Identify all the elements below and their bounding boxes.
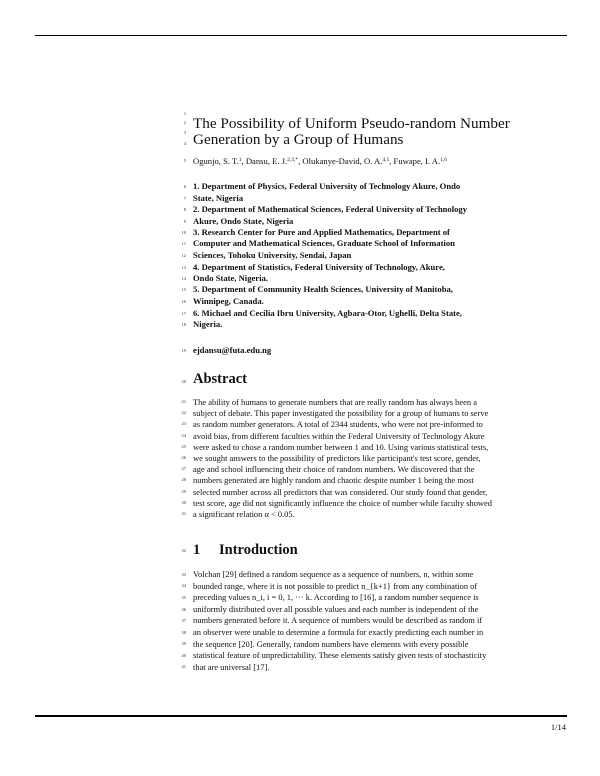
abstract-line: avoid bias, from different faculties within the Federal University of Technology Akure (193, 430, 485, 441)
affiliation-line: 5. Department of Community Health Sciences, University of Manitoba, (193, 284, 453, 294)
section-heading-introduction (193, 542, 298, 559)
line-number: 37 (181, 618, 186, 623)
intro-line: Volchan [29] defined a random sequence as a sequence of numbers, n, within some (193, 569, 474, 579)
author-name: Dansu, E. J. (245, 156, 288, 166)
line-number: 12 (181, 253, 186, 258)
author-affiliation-marker: 2,3,* (287, 157, 299, 163)
affiliation-line: State, Nigeria (193, 193, 244, 203)
line-number: 6 (183, 184, 186, 189)
line-number: 27 (181, 466, 186, 471)
line-number: 7 (183, 196, 186, 201)
line-number: 3 (183, 130, 186, 135)
line-number: 1 (183, 111, 186, 116)
abstract-line: selected number across all predictors that was considered. Our study found that gender, (193, 486, 488, 497)
intro-line: numbers generated before it. A sequence of numbers would be described as random if (193, 615, 483, 626)
intro-line: the sequence [20]. Generally, random numbers have elements with every possible (193, 638, 469, 649)
abstract-line: we sought answers to the possibility of predictors like participant's test score, gender, (193, 453, 481, 463)
author-affiliation-marker: 4,5 (382, 157, 390, 163)
abstract-heading: Abstract (193, 371, 247, 387)
line-number: 5 (183, 158, 186, 163)
affiliation-line: 4. Department of Statistics, Federal University of Technology, Akure, (193, 262, 445, 272)
corresponding-email[interactable]: ejdansu@futa.edu.ng (193, 345, 272, 355)
affiliation-line: Ondo State, Nigeria. (193, 273, 268, 283)
abstract-line: a significant relation α < 0.05. (193, 509, 295, 519)
author-list (193, 156, 447, 167)
affiliation-line: Sciences, Tohoku University, Sendai, Japan (193, 250, 352, 260)
line-number: 35 (181, 595, 186, 600)
intro-line: bounded range, where it is not possible to predict n_{k+1} from any combination of (193, 580, 478, 591)
line-number: 17 (181, 311, 186, 316)
line-number: 28 (181, 477, 186, 482)
abstract-line: test score, age did not significantly influence the choice of number while faculty showed (193, 497, 492, 508)
line-number: 24 (181, 433, 186, 438)
abstract-line: The ability of humans to generate numbers that are really random has always been a (193, 397, 477, 407)
intro-line: an observer were unable to determine a formula for exactly predicting each number in (193, 627, 484, 637)
line-number: 19 (181, 348, 186, 353)
line-number: 14 (181, 276, 186, 281)
header-rule (35, 35, 567, 36)
abstract-line: age and school influencing their choice of random numbers. We discovered that the (193, 464, 475, 475)
line-number: 41 (181, 664, 186, 669)
author-affiliation-marker: 1,6 (440, 157, 447, 163)
line-number: 9 (183, 219, 186, 224)
section-title: Introduction (219, 542, 298, 558)
author-name: Olukanye-David, O. A. (302, 156, 383, 166)
line-number: 39 (181, 641, 186, 646)
affiliation-line: 2. Department of Mathematical Sciences, Federal University of Technology (193, 204, 467, 214)
line-number: 22 (181, 410, 186, 415)
line-number: 2 (183, 120, 186, 125)
affiliation-line: Nigeria. (193, 319, 223, 329)
line-number: 32 (181, 548, 186, 553)
author-name: Ogunjo, S. T. (193, 156, 239, 166)
intro-line: statistical feature of unpredictability. These elements satisfy given tests of stochasticity (193, 650, 487, 661)
intro-line: preceding values n_i, i = 0, 1, ··· k. According to [16], a random number sequence is (193, 592, 479, 603)
line-number: 38 (181, 630, 186, 635)
author-separator: , (241, 156, 246, 166)
affiliation-line: 1. Department of Physics, Federal University of Technology Akure, Ondo (193, 181, 461, 191)
author-affiliation-marker: 1 (238, 157, 242, 163)
intro-line: uniformly distributed over all possible values and each number is independent of the (193, 603, 479, 614)
line-number: 15 (181, 287, 186, 292)
line-number: 34 (181, 583, 186, 588)
affiliation-line: 3. Research Center for Pure and Applied Mathematics, Department of (193, 227, 450, 237)
affiliation-line: Winnipeg, Canada. (193, 296, 264, 306)
line-number: 21 (181, 399, 186, 404)
line-number: 11 (181, 241, 186, 246)
line-number: 31 (181, 511, 186, 516)
affiliation-line: 6. Michael and Cecilia Ibru University, Agbara-Otor, Ughelli, Delta State, (193, 308, 462, 318)
title-line-1: The Possibility of Uniform Pseudo-random Number (193, 115, 510, 132)
line-number: 13 (181, 265, 186, 270)
line-number: 23 (181, 421, 186, 426)
affiliation-line: Akure, Ondo State, Nigeria (193, 216, 294, 226)
line-number: 25 (181, 444, 186, 449)
footer-rule (35, 715, 567, 717)
line-number: 29 (181, 489, 186, 494)
line-number: 10 (181, 230, 186, 235)
abstract-line: were asked to chose a random number between 1 and 10. Using various statistical tests, (193, 441, 489, 452)
line-number: 4 (183, 141, 186, 146)
line-number: 16 (181, 299, 186, 304)
abstract-line: numbers generated are highly random and chaotic despite number 1 being the most (193, 475, 474, 486)
affiliation-line: Computer and Mathematical Sciences, Graduate School of Information (193, 238, 455, 248)
line-number: 18 (181, 322, 186, 327)
line-number: 30 (181, 500, 186, 505)
section-number: 1 (193, 542, 201, 558)
line-number: 40 (181, 653, 186, 658)
abstract-line: subject of debate. This paper investigated the possibility for a group of humans to serve (193, 408, 489, 419)
line-number: 33 (181, 572, 186, 577)
line-number: 20 (181, 379, 186, 384)
line-number: 36 (181, 607, 186, 612)
abstract-line: as random number generators. A total of 2344 students, who were not pre-informed to (193, 419, 483, 430)
author-name: Fuwape, I. A. (393, 156, 441, 166)
page-number: 1/14 (550, 722, 566, 732)
author-separator: , (298, 156, 303, 166)
intro-line: that are universal [17]. (193, 661, 270, 672)
title-line-2: Generation by a Group of Humans (193, 131, 404, 148)
line-number: 26 (181, 455, 186, 460)
line-number: 8 (183, 207, 186, 212)
author-separator: , (389, 156, 394, 166)
